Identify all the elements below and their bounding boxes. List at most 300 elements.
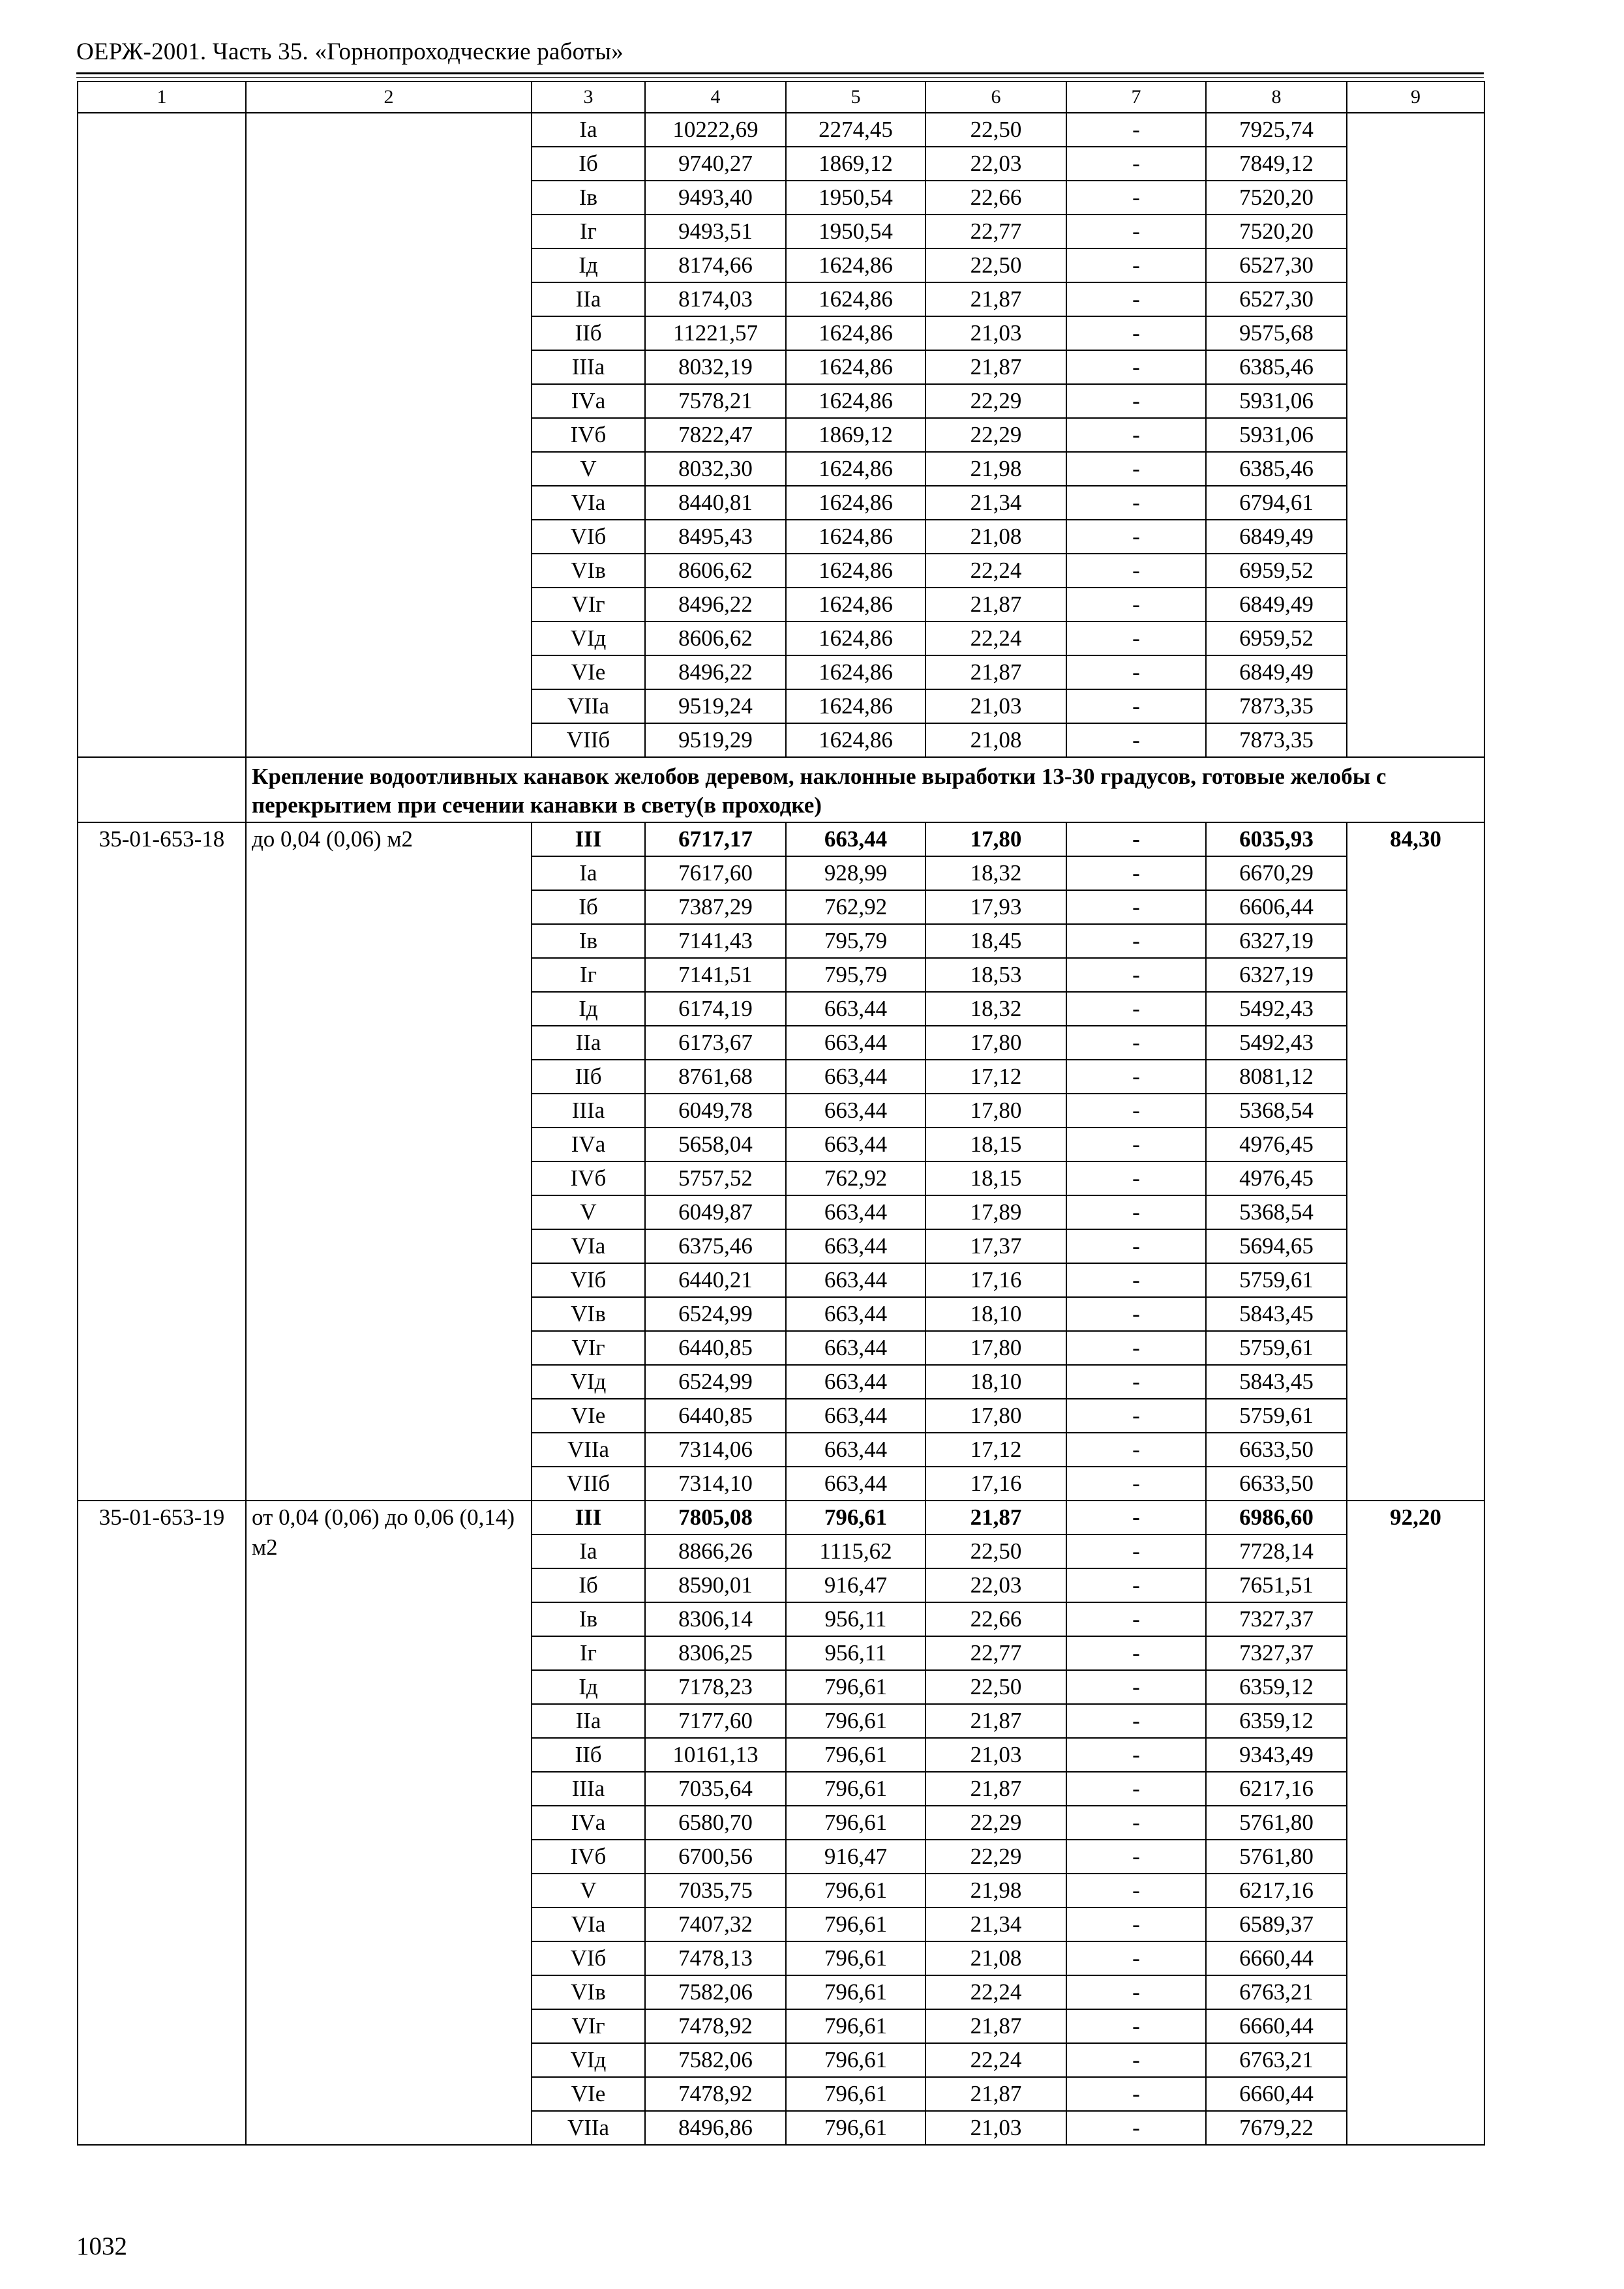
material-cost-cell: -: [1066, 215, 1206, 248]
labor-cost-cell: 21,87: [925, 350, 1066, 384]
machine-cost-cell: 663,44: [786, 1365, 925, 1399]
column-number-cell: 8: [1206, 82, 1347, 113]
machine-cost-cell: 1624,86: [786, 723, 925, 757]
labor-cost-cell: 21,08: [925, 723, 1066, 757]
direct-cost-cell: 7478,92: [645, 2009, 786, 2043]
material-cost-cell: -: [1066, 452, 1206, 486]
wage-cost-cell: 6849,49: [1206, 520, 1347, 554]
zone-cell: VIе: [532, 655, 645, 689]
material-cost-cell: -: [1066, 822, 1206, 856]
direct-cost-cell: 7314,06: [645, 1433, 786, 1467]
wage-cost-cell: 6527,30: [1206, 282, 1347, 316]
machine-cost-cell: 1624,86: [786, 384, 925, 418]
direct-cost-cell: 5658,04: [645, 1128, 786, 1161]
material-cost-cell: -: [1066, 554, 1206, 588]
zone-cell: Iв: [532, 181, 645, 215]
material-cost-cell: -: [1066, 1806, 1206, 1840]
material-cost-cell: -: [1066, 2009, 1206, 2043]
direct-cost-cell: 8866,26: [645, 1534, 786, 1568]
column-number-cell: 2: [246, 82, 532, 113]
material-cost-cell: -: [1066, 248, 1206, 282]
machine-cost-cell: 663,44: [786, 1297, 925, 1331]
material-cost-cell: -: [1066, 1026, 1206, 1060]
zone-cell: VIб: [532, 520, 645, 554]
zone-cell: VIIа: [532, 2111, 645, 2145]
direct-cost-cell: 7178,23: [645, 1670, 786, 1704]
labor-cost-cell: 22,29: [925, 1806, 1066, 1840]
zone-cell: IIа: [532, 1704, 645, 1738]
machine-cost-cell: 663,44: [786, 1094, 925, 1128]
direct-cost-cell: 6524,99: [645, 1365, 786, 1399]
direct-cost-cell: 9519,29: [645, 723, 786, 757]
machine-cost-cell: 796,61: [786, 1941, 925, 1975]
material-cost-cell: -: [1066, 1501, 1206, 1534]
machine-cost-cell: 663,44: [786, 1026, 925, 1060]
zone-cell: IIб: [532, 1738, 645, 1772]
labor-cost-cell: 17,16: [925, 1467, 1066, 1501]
labor-cost-cell: 18,10: [925, 1365, 1066, 1399]
machine-cost-cell: 663,44: [786, 1433, 925, 1467]
material-cost-cell: -: [1066, 1636, 1206, 1670]
wage-cost-cell: 6633,50: [1206, 1467, 1347, 1501]
rate-code: 35-01-653-18: [78, 822, 246, 1501]
machine-cost-cell: 1624,86: [786, 689, 925, 723]
wage-cost-cell: 5759,61: [1206, 1263, 1347, 1297]
machine-cost-cell: 1869,12: [786, 147, 925, 181]
direct-cost-cell: 7141,43: [645, 924, 786, 958]
wage-cost-cell: 5931,06: [1206, 418, 1347, 452]
direct-cost-cell: 11221,57: [645, 316, 786, 350]
direct-cost-cell: 6440,21: [645, 1263, 786, 1297]
zone-cell: VIг: [532, 2009, 645, 2043]
zone-cell: Iв: [532, 1602, 645, 1636]
zone-cell: IVа: [532, 1128, 645, 1161]
material-cost-cell: -: [1066, 992, 1206, 1026]
wage-cost-cell: 9343,49: [1206, 1738, 1347, 1772]
material-cost-cell: -: [1066, 1297, 1206, 1331]
zone-cell: VIг: [532, 588, 645, 621]
wage-cost-cell: 5761,80: [1206, 1840, 1347, 1874]
zone-cell: VIд: [532, 621, 645, 655]
material-cost-cell: -: [1066, 1399, 1206, 1433]
material-cost-cell: -: [1066, 1365, 1206, 1399]
machine-cost-cell: 1624,86: [786, 621, 925, 655]
machine-cost-cell: 663,44: [786, 1229, 925, 1263]
rate-total: 84,30: [1347, 822, 1484, 1501]
machine-cost-cell: 796,61: [786, 2043, 925, 2077]
labor-cost-cell: 21,08: [925, 520, 1066, 554]
wage-cost-cell: 5694,65: [1206, 1229, 1347, 1263]
direct-cost-cell: 7387,29: [645, 890, 786, 924]
machine-cost-cell: 916,47: [786, 1840, 925, 1874]
wage-cost-cell: 7679,22: [1206, 2111, 1347, 2145]
zone-cell: III: [532, 822, 645, 856]
material-cost-cell: -: [1066, 316, 1206, 350]
wage-cost-cell: 5931,06: [1206, 384, 1347, 418]
material-cost-cell: -: [1066, 1840, 1206, 1874]
wage-cost-cell: 5843,45: [1206, 1297, 1347, 1331]
labor-cost-cell: 21,87: [925, 655, 1066, 689]
machine-cost-cell: 916,47: [786, 1568, 925, 1602]
zone-cell: IIб: [532, 1060, 645, 1094]
zone-cell: Iб: [532, 890, 645, 924]
labor-cost-cell: 18,10: [925, 1297, 1066, 1331]
wage-cost-cell: 7873,35: [1206, 723, 1347, 757]
table-row: [78, 1501, 1484, 1534]
labor-cost-cell: 22,24: [925, 1975, 1066, 2009]
direct-cost-cell: 7035,75: [645, 1874, 786, 1908]
machine-cost-cell: 663,44: [786, 1467, 925, 1501]
direct-cost-cell: 8761,68: [645, 1060, 786, 1094]
zone-cell: IIа: [532, 1026, 645, 1060]
direct-cost-cell: 8606,62: [645, 621, 786, 655]
machine-cost-cell: 796,61: [786, 2077, 925, 2111]
machine-cost-cell: 796,61: [786, 1874, 925, 1908]
material-cost-cell: -: [1066, 1941, 1206, 1975]
material-cost-cell: -: [1066, 1195, 1206, 1229]
material-cost-cell: -: [1066, 890, 1206, 924]
machine-cost-cell: 1624,86: [786, 248, 925, 282]
labor-cost-cell: 21,98: [925, 1874, 1066, 1908]
column-number-cell: 3: [532, 82, 645, 113]
wage-cost-cell: 6217,16: [1206, 1874, 1347, 1908]
labor-cost-cell: 22,66: [925, 1602, 1066, 1636]
machine-cost-cell: 796,61: [786, 1704, 925, 1738]
wage-cost-cell: 6959,52: [1206, 554, 1347, 588]
zone-cell: VIб: [532, 1941, 645, 1975]
material-cost-cell: -: [1066, 958, 1206, 992]
labor-cost-cell: 21,87: [925, 282, 1066, 316]
zone-cell: VIIа: [532, 1433, 645, 1467]
wage-cost-cell: 7520,20: [1206, 181, 1347, 215]
wage-cost-cell: 7520,20: [1206, 215, 1347, 248]
direct-cost-cell: 6049,78: [645, 1094, 786, 1128]
wage-cost-cell: 5492,43: [1206, 992, 1347, 1026]
labor-cost-cell: 17,89: [925, 1195, 1066, 1229]
wage-cost-cell: 5759,61: [1206, 1399, 1347, 1433]
material-cost-cell: -: [1066, 2043, 1206, 2077]
direct-cost-cell: 8606,62: [645, 554, 786, 588]
labor-cost-cell: 22,50: [925, 113, 1066, 147]
labor-cost-cell: 21,87: [925, 1772, 1066, 1806]
material-cost-cell: -: [1066, 1602, 1206, 1636]
zone-cell: IVб: [532, 418, 645, 452]
machine-cost-cell: 663,44: [786, 1399, 925, 1433]
zone-cell: VIIб: [532, 1467, 645, 1501]
labor-cost-cell: 17,80: [925, 1399, 1066, 1433]
wage-cost-cell: 6660,44: [1206, 1941, 1347, 1975]
labor-cost-cell: 18,15: [925, 1128, 1066, 1161]
direct-cost-cell: 8496,22: [645, 588, 786, 621]
rates-table: [77, 81, 1485, 2146]
labor-cost-cell: 21,87: [925, 2009, 1066, 2043]
machine-cost-cell: 796,61: [786, 1908, 925, 1941]
column-number-cell: 6: [925, 82, 1066, 113]
material-cost-cell: -: [1066, 418, 1206, 452]
machine-cost-cell: 1624,86: [786, 316, 925, 350]
column-number-cell: 1: [78, 82, 246, 113]
machine-cost-cell: 762,92: [786, 890, 925, 924]
wage-cost-cell: 8081,12: [1206, 1060, 1347, 1094]
labor-cost-cell: 21,87: [925, 2077, 1066, 2111]
labor-cost-cell: 17,80: [925, 1094, 1066, 1128]
direct-cost-cell: 7035,64: [645, 1772, 786, 1806]
zone-cell: VIв: [532, 1975, 645, 2009]
zone-cell: VIв: [532, 554, 645, 588]
labor-cost-cell: 22,24: [925, 554, 1066, 588]
wage-cost-cell: 6385,46: [1206, 350, 1347, 384]
direct-cost-cell: 10222,69: [645, 113, 786, 147]
labor-cost-cell: 18,45: [925, 924, 1066, 958]
direct-cost-cell: 7407,32: [645, 1908, 786, 1941]
direct-cost-cell: 5757,52: [645, 1161, 786, 1195]
direct-cost-cell: 9519,24: [645, 689, 786, 723]
material-cost-cell: -: [1066, 1161, 1206, 1195]
zone-cell: VIд: [532, 1365, 645, 1399]
machine-cost-cell: 956,11: [786, 1602, 925, 1636]
zone-cell: V: [532, 452, 645, 486]
machine-cost-cell: 1624,86: [786, 655, 925, 689]
wage-cost-cell: 6527,30: [1206, 248, 1347, 282]
wage-cost-cell: 4976,45: [1206, 1161, 1347, 1195]
material-cost-cell: -: [1066, 924, 1206, 958]
material-cost-cell: -: [1066, 1094, 1206, 1128]
labor-cost-cell: 18,32: [925, 992, 1066, 1026]
zone-cell: VIа: [532, 486, 645, 520]
labor-cost-cell: 17,80: [925, 1331, 1066, 1365]
labor-cost-cell: 22,50: [925, 1534, 1066, 1568]
machine-cost-cell: 796,61: [786, 2009, 925, 2043]
direct-cost-cell: 6717,17: [645, 822, 786, 856]
machine-cost-cell: 663,44: [786, 992, 925, 1026]
direct-cost-cell: 7141,51: [645, 958, 786, 992]
direct-cost-cell: 8174,66: [645, 248, 786, 282]
wage-cost-cell: 6035,93: [1206, 822, 1347, 856]
material-cost-cell: -: [1066, 655, 1206, 689]
zone-cell: VIб: [532, 1263, 645, 1297]
zone-cell: IVа: [532, 384, 645, 418]
machine-cost-cell: 928,99: [786, 856, 925, 890]
machine-cost-cell: 795,79: [786, 958, 925, 992]
rate-description: от 0,04 (0,06) до 0,06 (0,14) м2: [246, 1501, 532, 2145]
direct-cost-cell: 6524,99: [645, 1297, 786, 1331]
labor-cost-cell: 17,93: [925, 890, 1066, 924]
direct-cost-cell: 6375,46: [645, 1229, 786, 1263]
zone-cell: VIе: [532, 1399, 645, 1433]
direct-cost-cell: 7478,13: [645, 1941, 786, 1975]
direct-cost-cell: 9493,51: [645, 215, 786, 248]
machine-cost-cell: 1624,86: [786, 282, 925, 316]
column-number-cell: 9: [1347, 82, 1484, 113]
material-cost-cell: -: [1066, 1772, 1206, 1806]
wage-cost-cell: 4976,45: [1206, 1128, 1347, 1161]
header-rule: [76, 72, 1484, 74]
wage-cost-cell: 6589,37: [1206, 1908, 1347, 1941]
machine-cost-cell: 663,44: [786, 1263, 925, 1297]
column-number-cell: 7: [1066, 82, 1206, 113]
labor-cost-cell: 22,24: [925, 2043, 1066, 2077]
labor-cost-cell: 17,80: [925, 822, 1066, 856]
machine-cost-cell: 1950,54: [786, 215, 925, 248]
machine-cost-cell: 796,61: [786, 1501, 925, 1534]
zone-cell: VIв: [532, 1297, 645, 1331]
wage-cost-cell: 6359,12: [1206, 1670, 1347, 1704]
zone-cell: Iв: [532, 924, 645, 958]
zone-cell: Iд: [532, 248, 645, 282]
wage-cost-cell: 6763,21: [1206, 1975, 1347, 2009]
machine-cost-cell: 1115,62: [786, 1534, 925, 1568]
material-cost-cell: -: [1066, 350, 1206, 384]
wage-cost-cell: 6959,52: [1206, 621, 1347, 655]
direct-cost-cell: 9740,27: [645, 147, 786, 181]
zone-cell: IVб: [532, 1161, 645, 1195]
material-cost-cell: -: [1066, 1433, 1206, 1467]
labor-cost-cell: 22,77: [925, 1636, 1066, 1670]
material-cost-cell: -: [1066, 1568, 1206, 1602]
machine-cost-cell: 796,61: [786, 1806, 925, 1840]
material-cost-cell: -: [1066, 689, 1206, 723]
wage-cost-cell: 5492,43: [1206, 1026, 1347, 1060]
machine-cost-cell: 796,61: [786, 1975, 925, 2009]
labor-cost-cell: 18,32: [925, 856, 1066, 890]
section-title-row: [78, 757, 1484, 822]
material-cost-cell: -: [1066, 486, 1206, 520]
labor-cost-cell: 22,03: [925, 1568, 1066, 1602]
wage-cost-cell: 9575,68: [1206, 316, 1347, 350]
labor-cost-cell: 22,29: [925, 418, 1066, 452]
machine-cost-cell: 796,61: [786, 1738, 925, 1772]
labor-cost-cell: 21,03: [925, 316, 1066, 350]
wage-cost-cell: 6986,60: [1206, 1501, 1347, 1534]
zone-cell: Iб: [532, 147, 645, 181]
machine-cost-cell: 762,92: [786, 1161, 925, 1195]
direct-cost-cell: 7582,06: [645, 1975, 786, 2009]
wage-cost-cell: 7849,12: [1206, 147, 1347, 181]
rate-total: 92,20: [1347, 1501, 1484, 2145]
zone-cell: IIIа: [532, 1772, 645, 1806]
wage-cost-cell: 6660,44: [1206, 2009, 1347, 2043]
direct-cost-cell: 8496,22: [645, 655, 786, 689]
wage-cost-cell: 6327,19: [1206, 958, 1347, 992]
wage-cost-cell: 7873,35: [1206, 689, 1347, 723]
machine-cost-cell: 1950,54: [786, 181, 925, 215]
material-cost-cell: -: [1066, 1704, 1206, 1738]
column-number-cell: 4: [645, 82, 786, 113]
direct-cost-cell: 6700,56: [645, 1840, 786, 1874]
zone-cell: Iг: [532, 1636, 645, 1670]
zone-cell: IIа: [532, 282, 645, 316]
rates-table-body: [78, 82, 1484, 2145]
machine-cost-cell: 796,61: [786, 1670, 925, 1704]
rate-code: 35-01-653-19: [78, 1501, 246, 2145]
zone-cell: VIIб: [532, 723, 645, 757]
material-cost-cell: -: [1066, 2111, 1206, 2145]
wage-cost-cell: 5761,80: [1206, 1806, 1347, 1840]
material-cost-cell: -: [1066, 384, 1206, 418]
zone-cell: Iд: [532, 1670, 645, 1704]
direct-cost-cell: 8440,81: [645, 486, 786, 520]
wage-cost-cell: 6633,50: [1206, 1433, 1347, 1467]
wage-cost-cell: 6849,49: [1206, 588, 1347, 621]
zone-cell: IIIа: [532, 350, 645, 384]
material-cost-cell: -: [1066, 1467, 1206, 1501]
wage-cost-cell: 5368,54: [1206, 1094, 1347, 1128]
zone-cell: III: [532, 1501, 645, 1534]
labor-cost-cell: 21,87: [925, 1501, 1066, 1534]
direct-cost-cell: 8032,30: [645, 452, 786, 486]
labor-cost-cell: 21,34: [925, 486, 1066, 520]
labor-cost-cell: 21,03: [925, 2111, 1066, 2145]
labor-cost-cell: 22,50: [925, 248, 1066, 282]
machine-cost-cell: 796,61: [786, 1772, 925, 1806]
machine-cost-cell: 663,44: [786, 1195, 925, 1229]
section-title: Крепление водоотливных канавок желобов деревом, наклонные выработки 13-30 градусов, готовые желобы с перекрытием при сечении канавки в свету(в проходке): [246, 757, 1484, 822]
material-cost-cell: -: [1066, 1874, 1206, 1908]
labor-cost-cell: 17,80: [925, 1026, 1066, 1060]
machine-cost-cell: 663,44: [786, 1331, 925, 1365]
zone-cell: IVа: [532, 1806, 645, 1840]
labor-cost-cell: 22,29: [925, 384, 1066, 418]
zone-cell: V: [532, 1874, 645, 1908]
direct-cost-cell: 8306,14: [645, 1602, 786, 1636]
labor-cost-cell: 22,24: [925, 621, 1066, 655]
material-cost-cell: -: [1066, 1908, 1206, 1941]
table-row: [78, 113, 1484, 147]
column-number-row: [78, 82, 1484, 113]
direct-cost-cell: 8174,03: [645, 282, 786, 316]
wage-cost-cell: 7728,14: [1206, 1534, 1347, 1568]
direct-cost-cell: 8590,01: [645, 1568, 786, 1602]
zone-cell: VIе: [532, 2077, 645, 2111]
machine-cost-cell: 796,61: [786, 2111, 925, 2145]
direct-cost-cell: 6049,87: [645, 1195, 786, 1229]
zone-cell: VIа: [532, 1229, 645, 1263]
wage-cost-cell: 6763,21: [1206, 2043, 1347, 2077]
material-cost-cell: -: [1066, 1060, 1206, 1094]
wage-cost-cell: 6849,49: [1206, 655, 1347, 689]
machine-cost-cell: 663,44: [786, 822, 925, 856]
wage-cost-cell: 6670,29: [1206, 856, 1347, 890]
direct-cost-cell: 6173,67: [645, 1026, 786, 1060]
direct-cost-cell: 7582,06: [645, 2043, 786, 2077]
machine-cost-cell: 1869,12: [786, 418, 925, 452]
direct-cost-cell: 7578,21: [645, 384, 786, 418]
material-cost-cell: -: [1066, 588, 1206, 621]
machine-cost-cell: 1624,86: [786, 350, 925, 384]
direct-cost-cell: 6440,85: [645, 1331, 786, 1365]
material-cost-cell: -: [1066, 1128, 1206, 1161]
material-cost-cell: -: [1066, 621, 1206, 655]
labor-cost-cell: 18,15: [925, 1161, 1066, 1195]
zone-cell: Iг: [532, 215, 645, 248]
direct-cost-cell: 7805,08: [645, 1501, 786, 1534]
material-cost-cell: -: [1066, 282, 1206, 316]
machine-cost-cell: 2274,45: [786, 113, 925, 147]
material-cost-cell: -: [1066, 1263, 1206, 1297]
wage-cost-cell: 5843,45: [1206, 1365, 1347, 1399]
zone-cell: IVб: [532, 1840, 645, 1874]
material-cost-cell: -: [1066, 856, 1206, 890]
zone-cell: Iа: [532, 113, 645, 147]
direct-cost-cell: 7177,60: [645, 1704, 786, 1738]
column-number-cell: 5: [786, 82, 925, 113]
direct-cost-cell: 7478,92: [645, 2077, 786, 2111]
wage-cost-cell: 6327,19: [1206, 924, 1347, 958]
direct-cost-cell: 7617,60: [645, 856, 786, 890]
wage-cost-cell: 7327,37: [1206, 1602, 1347, 1636]
labor-cost-cell: 22,77: [925, 215, 1066, 248]
zone-cell: IIIа: [532, 1094, 645, 1128]
